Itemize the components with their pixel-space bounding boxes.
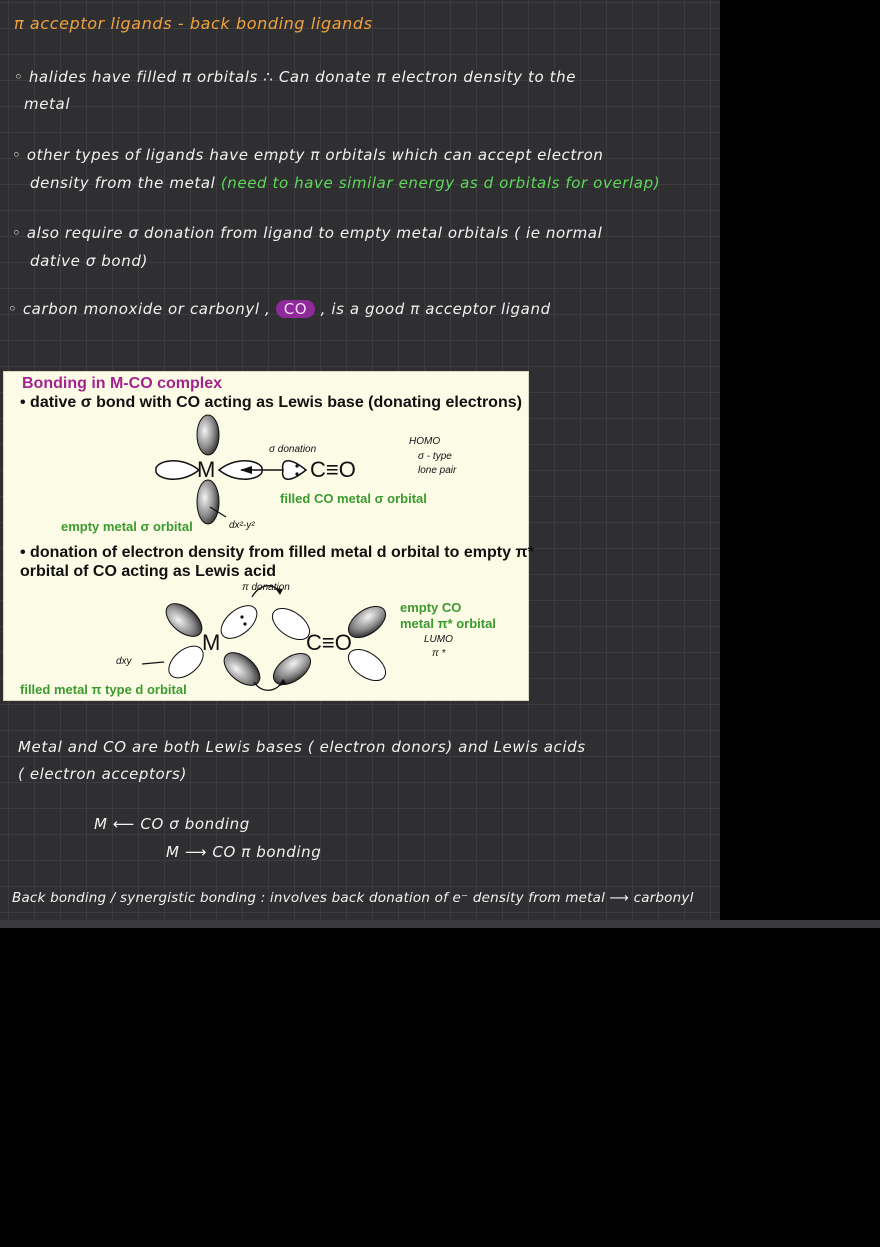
- co-highlight: CO: [276, 300, 315, 318]
- slide-bullet-sigma: • dative σ bond with CO acting as Lewis base (donating electrons): [20, 394, 522, 411]
- pi-donation-label: π donation: [242, 582, 290, 593]
- bullet-halides-line2: metal: [24, 95, 71, 113]
- dx2y2-label: dx²-y²: [229, 520, 255, 531]
- filled-co-label: filled CO metal σ orbital: [280, 491, 427, 506]
- lewis-line1: Metal and CO are both Lewis bases ( electron donors) and Lewis acids: [18, 738, 586, 756]
- dxy-arrow-icon: [142, 662, 164, 664]
- bullet-other-ligands-text: density from the metal: [30, 174, 216, 192]
- pi-bonding-line: M ⟶ CO π bonding: [166, 843, 322, 861]
- co-lone-pair-lobe-icon: [283, 461, 306, 479]
- sigma-type-label: σ - type: [418, 451, 452, 462]
- metal-label: M: [197, 457, 216, 482]
- empty-co-label-1: empty CO: [400, 600, 462, 615]
- filled-metal-label: filled metal π type d orbital: [20, 682, 187, 697]
- slide-title: Bonding in M-CO complex: [22, 375, 222, 392]
- empty-co-label-2: metal π* orbital: [400, 616, 496, 631]
- bottom-divider: [0, 920, 880, 928]
- co-label: C≡O: [310, 457, 356, 482]
- dxy-label: dxy: [116, 656, 132, 667]
- bullet-carbonyl-post: , is a good π acceptor ligand: [320, 300, 551, 318]
- embedded-slide-image: [3, 371, 534, 701]
- slide-bullet-pi-line2: orbital of CO acting as Lewis acid: [20, 563, 277, 580]
- lumo-label: LUMO: [424, 634, 453, 645]
- bullet-carbonyl: [8, 300, 551, 318]
- metal-label-pi: M: [202, 630, 221, 655]
- lone-pair-label: lone pair: [418, 465, 457, 476]
- bullet-halides-line1: ◦ halides have filled π orbitals ∴ Can donate π electron density to the: [14, 68, 577, 86]
- bullet-sigma-line2: dative σ bond): [30, 252, 148, 270]
- slide-bullet-pi-line1: • donation of electron density from filled metal d orbital to empty π*: [20, 544, 534, 561]
- metal-d-lobe-shaded-icon: [160, 597, 208, 642]
- co-label-pi: C≡O: [306, 630, 352, 655]
- left-lobe-icon: [156, 461, 199, 479]
- homo-label: HOMO: [409, 436, 441, 447]
- bullet-carbonyl-pre: ◦ carbon monoxide or carbonyl ,: [8, 300, 271, 318]
- sigma-donation-label: σ donation: [269, 444, 317, 455]
- filled-d-lobe-icon: [215, 599, 263, 644]
- back-bonding-line: Back bonding / synergistic bonding : involves back donation of e⁻ density from metal ⟶ carbonyl: [12, 890, 694, 906]
- empty-metal-label: empty metal σ orbital: [61, 519, 193, 534]
- bottom-lobe-icon: [197, 480, 219, 524]
- sigma-bonding-line: M ⟵ CO σ bonding: [94, 815, 250, 833]
- lewis-line2: ( electron acceptors): [18, 765, 187, 783]
- bullet-other-ligands-line1: ◦ other types of ligands have empty π orbitals which can accept electron: [12, 146, 604, 164]
- bullet-other-ligands-line2: [30, 174, 660, 192]
- bullet-sigma-line1: ◦ also require σ donation from ligand to empty metal orbitals ( ie normal: [12, 224, 603, 242]
- green-note: (need to have similar energy as d orbitals for overlap): [220, 174, 661, 192]
- orbital-diagram: [4, 372, 530, 702]
- pi-star-label: π *: [432, 648, 446, 659]
- page-title: π acceptor ligands - back bonding ligands: [14, 14, 373, 33]
- top-lobe-icon: [197, 415, 219, 455]
